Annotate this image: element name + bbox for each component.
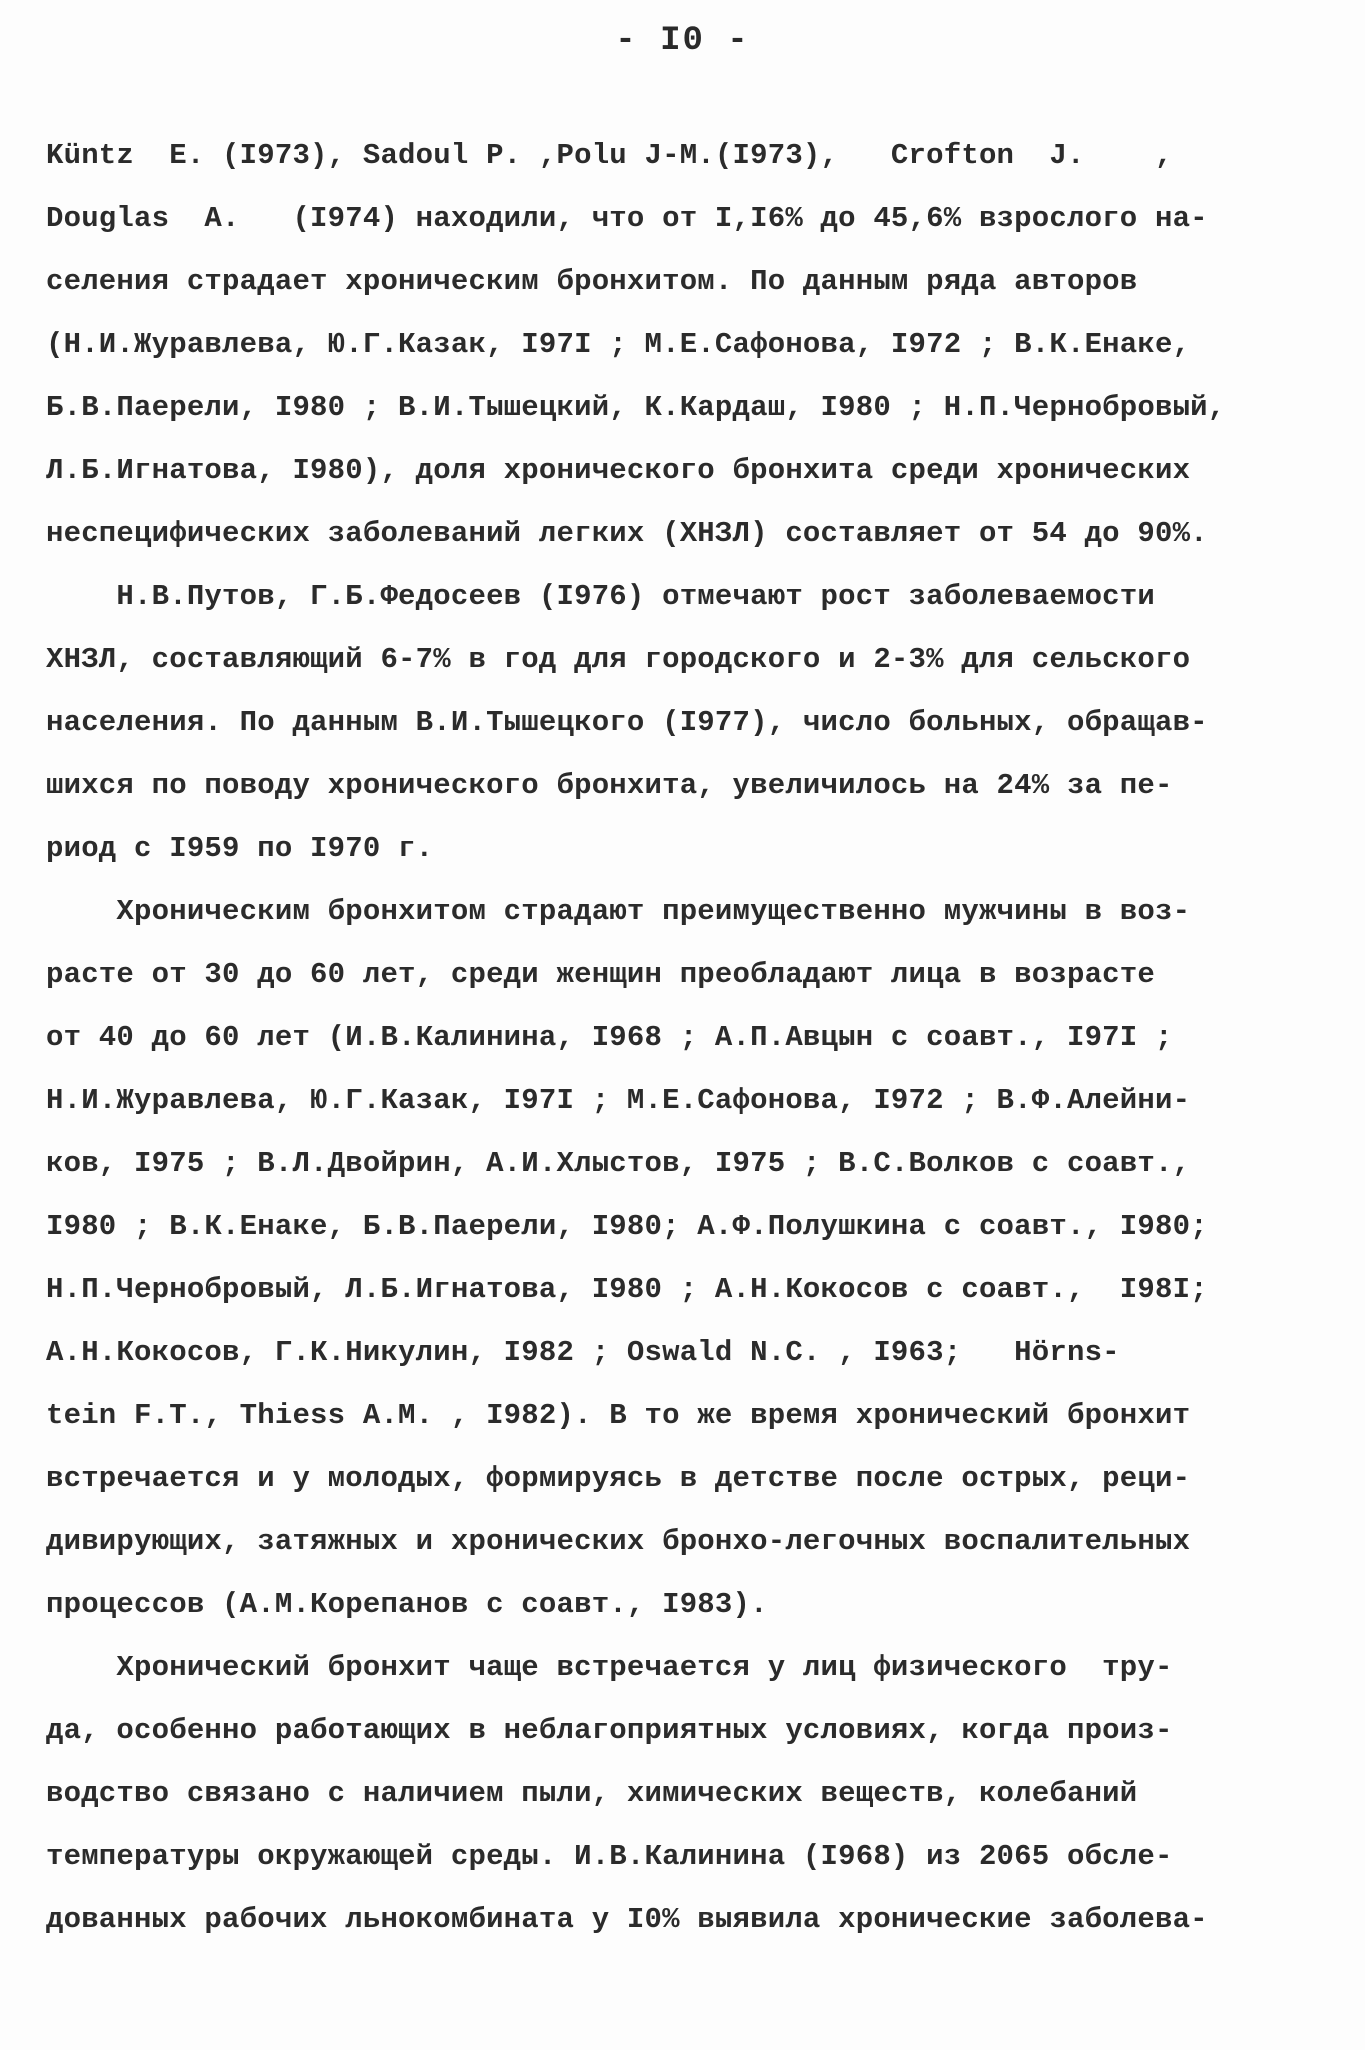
text-line: (Н.И.Журавлева, Ю.Г.Казак, I97I ; М.Е.Сафонова, I972 ; В.К.Енаке,	[46, 328, 1191, 361]
text-line: ков, I975 ; В.Л.Двойрин, А.И.Хлыстов, I975 ; В.С.Волков с соавт.,	[46, 1147, 1191, 1180]
text-line: да, особенно работающих в неблагоприятных условиях, когда произ-	[46, 1714, 1173, 1747]
body-text	[46, 124, 1316, 1951]
text-line: населения. По данным В.И.Тышецкого (I977), число больных, обращав-	[46, 706, 1208, 739]
text-line: Б.В.Паерели, I980 ; В.И.Тышецкий, К.Кардаш, I980 ; Н.П.Чернобровый,	[46, 391, 1226, 424]
page-number: - I0 -	[615, 22, 750, 60]
text-line: Л.Б.Игнатова, I980), доля хронического бронхита среди хронических	[46, 454, 1191, 487]
text-line: Хроническим бронхитом страдают преимущественно мужчины в воз-	[46, 895, 1191, 928]
text-line: водство связано с наличием пыли, химических веществ, колебаний	[46, 1777, 1138, 1810]
text-line: от 40 до 60 лет (И.В.Калинина, I968 ; А.П.Авцын с соавт., I97I ;	[46, 1021, 1173, 1054]
text-line: расте от 30 до 60 лет, среди женщин преобладают лица в возрасте	[46, 958, 1155, 991]
text-line: ХНЗЛ, составляющий 6-7% в год для городского и 2-3% для сельского	[46, 643, 1191, 676]
text-line: Н.В.Путов, Г.Б.Федосеев (I976) отмечают рост заболеваемости	[46, 580, 1155, 613]
text-line: I980 ; В.К.Енаке, Б.В.Паерели, I980; А.Ф.Полушкина с соавт., I980;	[46, 1210, 1208, 1243]
text-line: шихся по поводу хронического бронхита, увеличилось на 24% за пе-	[46, 769, 1173, 802]
text-line: встречается и у молодых, формируясь в детстве после острых, реци-	[46, 1462, 1191, 1495]
text-line: неспецифических заболеваний легких (ХНЗЛ) составляет от 54 до 90%.	[46, 517, 1208, 550]
text-line: Н.И.Журавлева, Ю.Г.Казак, I97I ; М.Е.Сафонова, I972 ; В.Ф.Алейни-	[46, 1084, 1191, 1117]
text-line: риод с I959 по I970 г.	[46, 832, 434, 865]
text-line: селения страдает хроническим бронхитом. По данным ряда авторов	[46, 265, 1138, 298]
text-line: дивирующих, затяжных и хронических бронхо-легочных воспалительных	[46, 1525, 1191, 1558]
text-line: Douglas A. (I974) находили, что от I,I6% до 45,6% взрослого на-	[46, 202, 1208, 235]
text-line: температуры окружающей среды. И.В.Калинина (I968) из 2065 обсле-	[46, 1840, 1173, 1873]
text-line: Хронический бронхит чаще встречается у лиц физического тру-	[46, 1651, 1173, 1684]
text-line: tein F.T., Thiess A.M. , I982). В то же время хронический бронхит	[46, 1399, 1191, 1432]
text-line: процессов (А.М.Корепанов с соавт., I983).	[46, 1588, 768, 1621]
text-line: Küntz E. (I973), Sadoul P. ,Polu J-M.(I973), Crofton J. ,	[46, 139, 1173, 172]
text-line: Н.П.Чернобровый, Л.Б.Игнатова, I980 ; А.Н.Кокосов с соавт., I98I;	[46, 1273, 1208, 1306]
text-line: А.Н.Кокосов, Г.К.Никулин, I982 ; Oswald N.C. , I963; Hörns-	[46, 1336, 1120, 1369]
text-line: дованных рабочих льнокомбината у I0% выявила хронические заболева-	[46, 1903, 1208, 1936]
